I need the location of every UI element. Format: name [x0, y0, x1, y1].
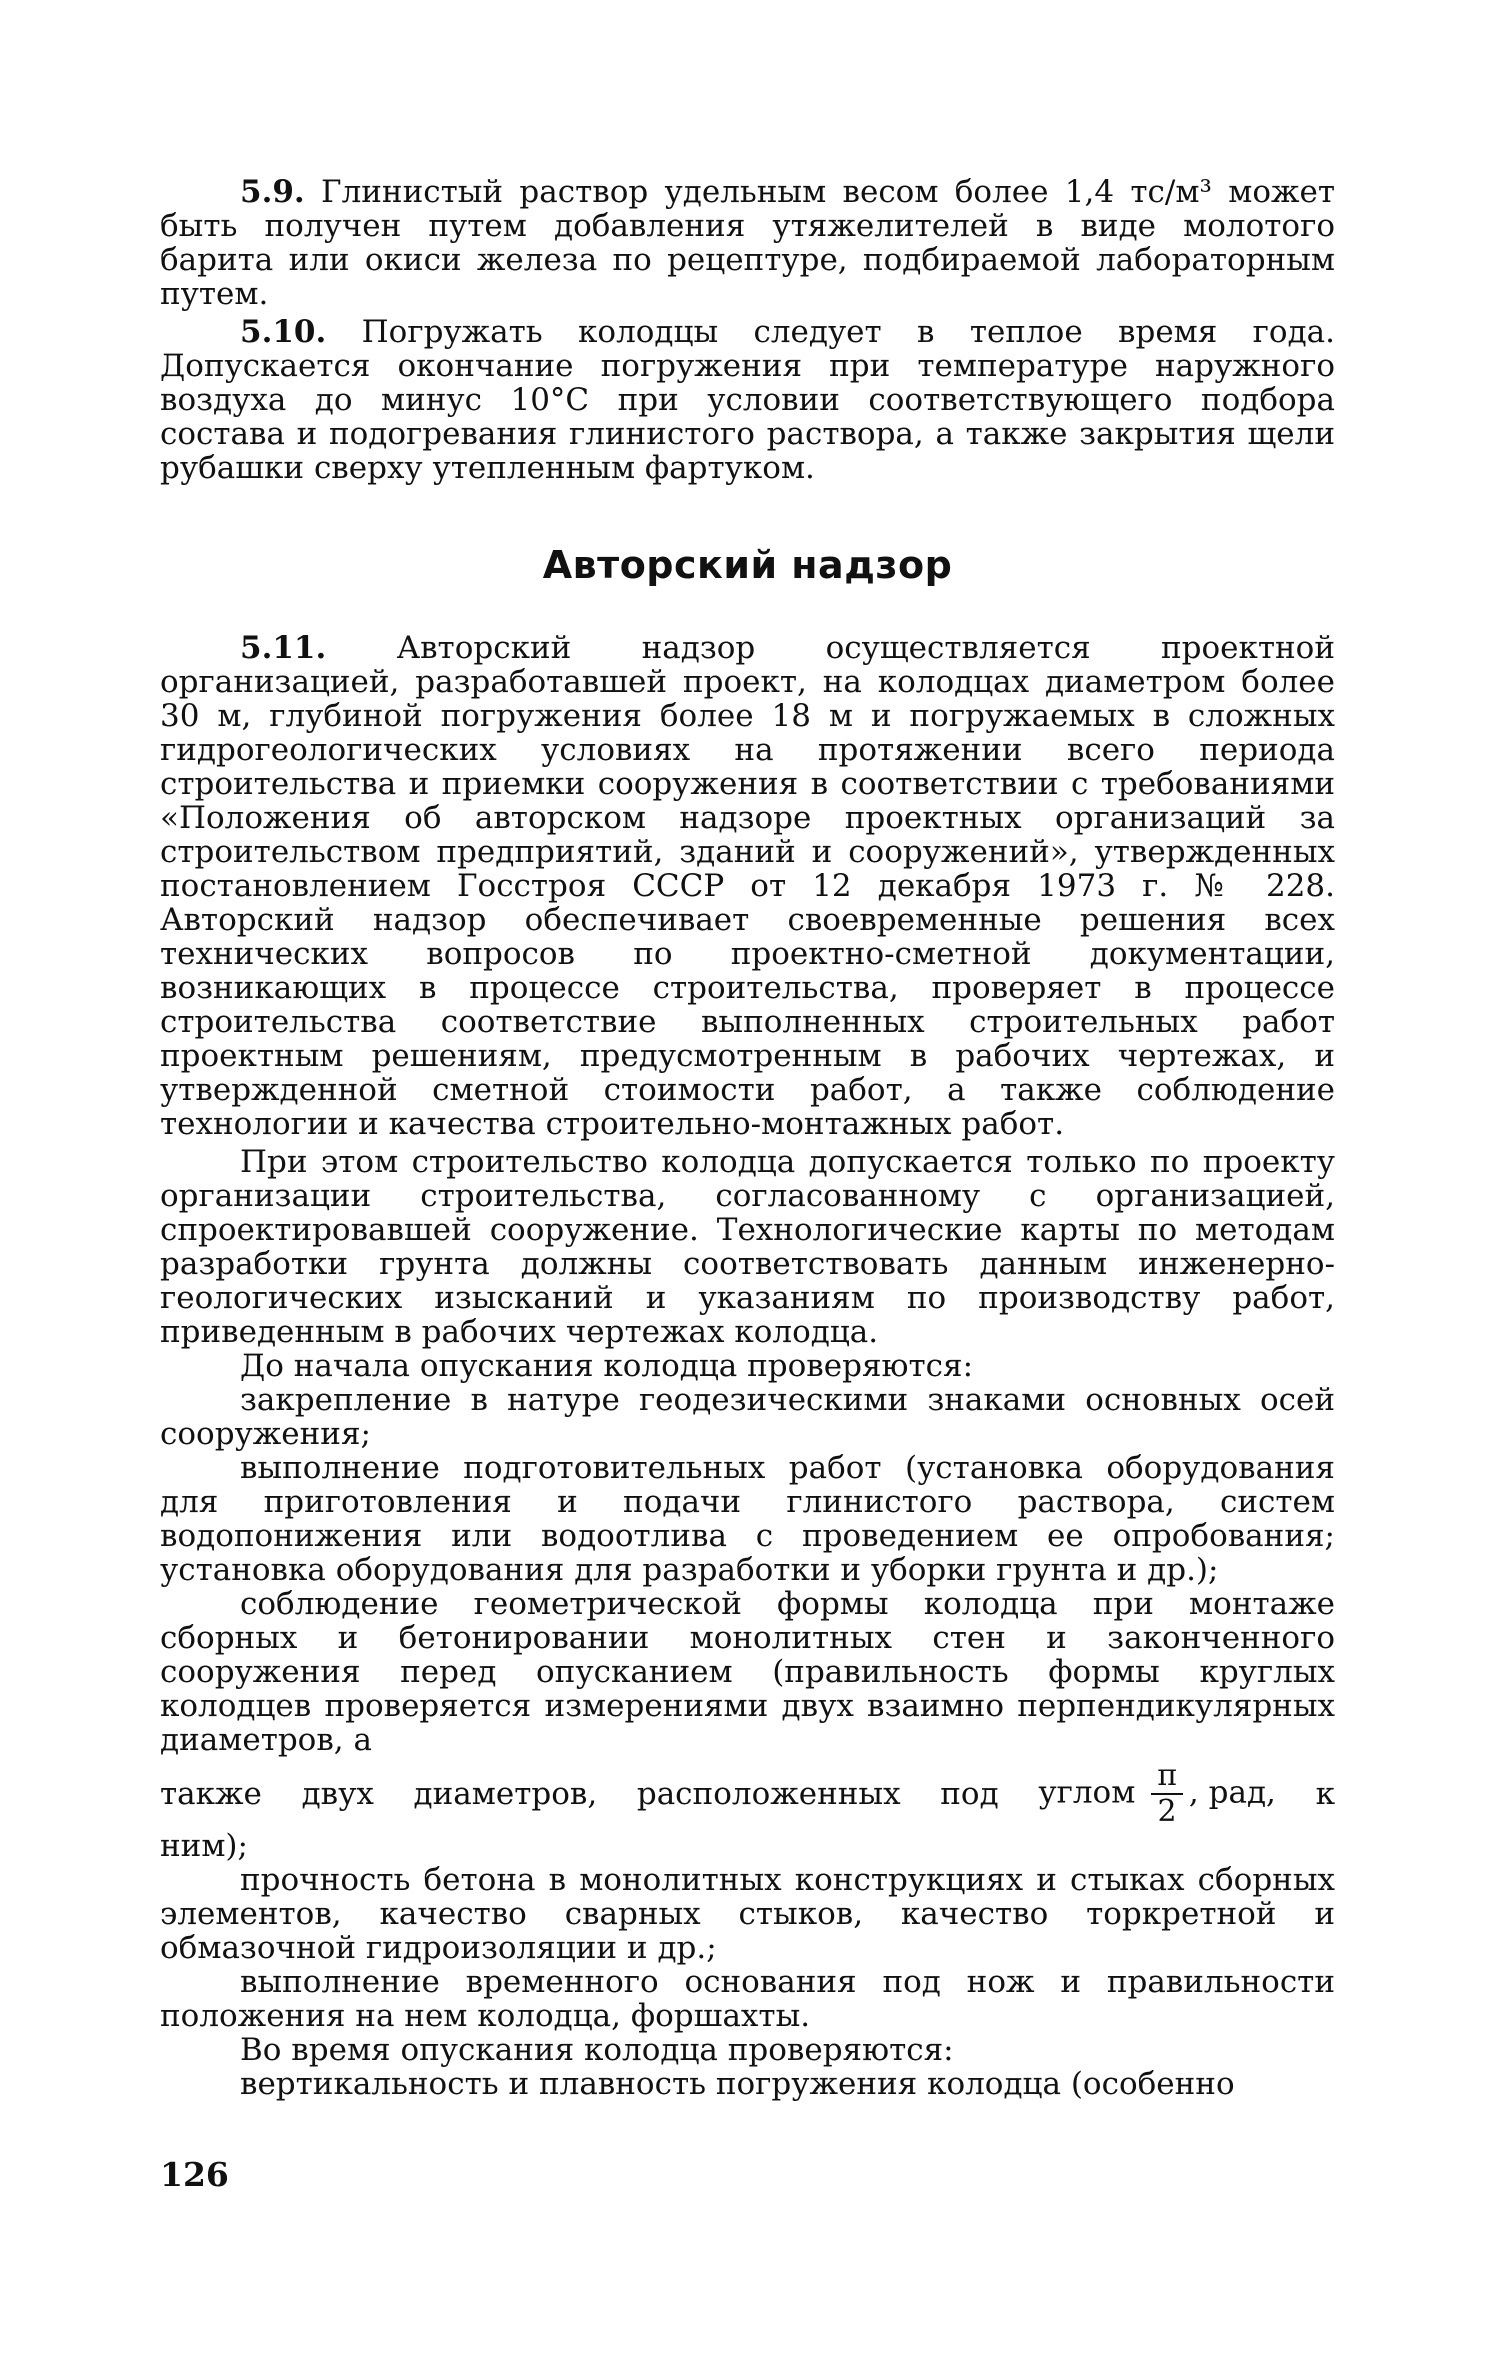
- clause-number: 5.11.: [240, 630, 327, 666]
- paragraph-project: При этом строительство колодца допускается только по проекту организации строительства, согласованному с организацией, спроектировавшей сооружение. Технологические карты по методам разработки грунта должны соответствовать данным инженерно-геологических изысканий и указаниям по производству работ, приведенным в рабочих чертежах колодца.: [160, 1144, 1335, 1350]
- formula-word: двух: [301, 1776, 374, 1812]
- fraction-denominator: 2: [1157, 1794, 1177, 1829]
- paragraph-5-10: [160, 315, 1335, 485]
- formula-word: расположенных: [636, 1776, 901, 1812]
- formula-word-angle: углом: [1038, 1774, 1136, 1811]
- paragraph-text: Погружать колодцы следует в теплое время года. Допускается окончание погружения при температуре наружного воздуха до минус 10°С при условии соответствующего подбора состава и подогревания глинистого раствора, а также закрытия щели рубашки сверху утепленным фартуком.: [160, 314, 1335, 486]
- paragraph-text: Авторский надзор осуществляется проектной организацией, разработавшей проект, на колодцах диаметром более 30 м, глубиной погружения более 18 м и погружаемых в сложных гидрогеологических условиях на протяжении всего периода строительства и приемки сооружения в соответствии с требованиями «Положения об авторском надзоре проектных организаций за строительством предприятий, зданий и сооружений», утвержденных постановлением Госстроя СССР от 12 декабря 1973 г. № 228. Авторский надзор обеспечивает своевременные решения всех технических вопросов по проектно-сметной документации, возникающих в процессе строительства, проверяет в процессе строительства соответствие выполненных строительных работ проектным решениям, предусмотренным в рабочих чертежах, и утвержденной сметной стоимости работ, а также соблюдение технологии и качества строительно-монтажных работ.: [160, 630, 1335, 1142]
- formula-word: диаметров,: [413, 1776, 598, 1812]
- paragraph-text: Глинистый раствор удельным весом более 1,4 тс/м³ может быть получен путем добавления утяжелителей в виде молотого барита или окиси железа по рецептуре, подбираемой лабораторным путем.: [160, 174, 1335, 312]
- formula-line: [160, 1758, 1335, 1829]
- list-item-preparation: выполнение подготовительных работ (установка оборудования для приготовления и подачи глинистого раствора, систем водопонижения или водоотлива с проведением ее опробования; установка оборудования для разработки и уборки грунта и др.);: [160, 1450, 1335, 1588]
- list-item-geometry: соблюдение геометрической формы колодца при монтаже сборных и бетонировании монолитных стен и законченного сооружения перед опусканием (правильность формы круглых колодцев проверяется измерениями двух взаимно перпендикулярных диаметров, а: [160, 1586, 1335, 1758]
- formula-word: под: [940, 1776, 999, 1812]
- paragraph-5-9: [160, 175, 1335, 311]
- list-item-geometry-end: ним);: [160, 1828, 248, 1864]
- section-heading: Авторский надзор: [542, 543, 953, 587]
- clause-number: 5.9.: [240, 174, 305, 210]
- formula-word: [1038, 1758, 1276, 1829]
- clause-number: 5.10.: [240, 314, 327, 350]
- paragraph-during-lowering: Во время опускания колодца проверяются:: [240, 2032, 954, 2068]
- document-page: [160, 175, 1335, 2101]
- page-number: 126: [160, 2155, 229, 2194]
- fraction-numerator: π: [1151, 1761, 1183, 1795]
- angle-fraction: [1151, 1758, 1183, 1829]
- formula-word: к: [1315, 1776, 1335, 1812]
- list-item-base: выполнение временного основания под нож и правильности положения на нем колодца, форшахты.: [160, 1964, 1335, 2034]
- list-item-verticality: вертикальность и плавность погружения колодца (особенно: [240, 2066, 1235, 2102]
- list-item-fixing: закрепление в натуре геодезическими знаками основных осей сооружения;: [160, 1382, 1335, 1452]
- list-item-concrete: прочность бетона в монолитных конструкциях и стыках сборных элементов, качество сварных стыков, качество торкретной и обмазочной гидроизоляции и др.;: [160, 1862, 1335, 1966]
- formula-word: также: [160, 1776, 262, 1812]
- paragraph-before-lowering: До начала опускания колодца проверяются:: [240, 1348, 974, 1384]
- paragraph-5-11: [160, 631, 1335, 1141]
- formula-unit: , рад,: [1188, 1774, 1276, 1811]
